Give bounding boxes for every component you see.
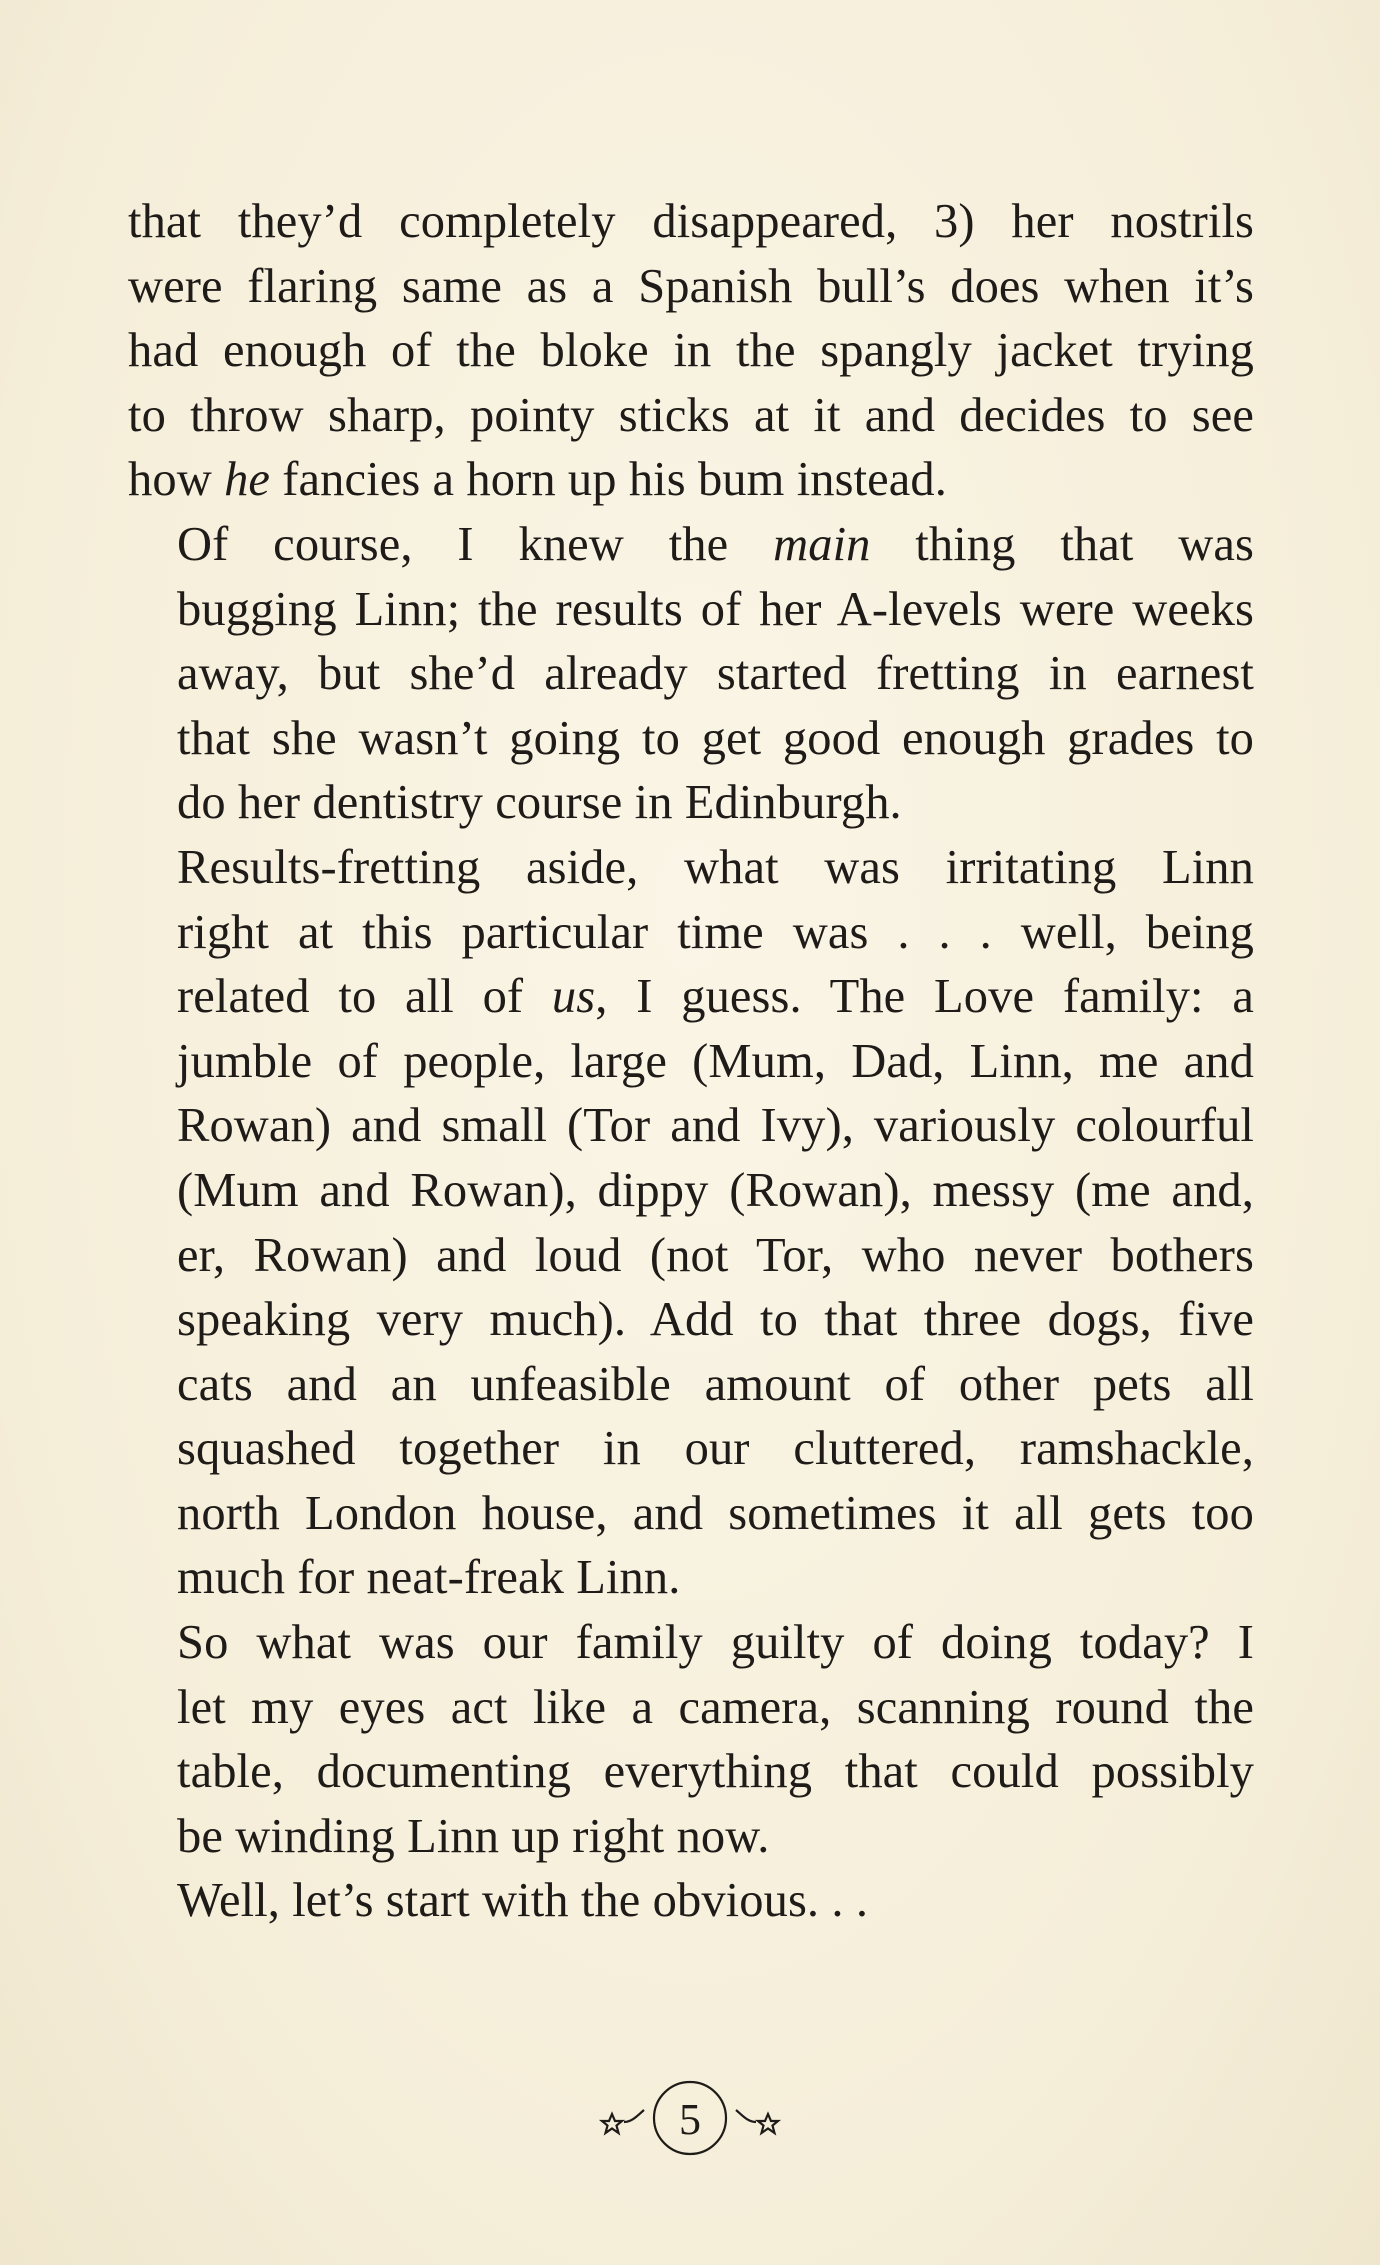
- text-line: north London house, and sometimes it all gets too: [177, 1486, 1254, 1540]
- text-line: that they’d completely disappeared, 3) her nostrils: [128, 195, 1254, 248]
- text-line: much for neat-freak Linn.: [177, 1551, 681, 1605]
- paragraph: [128, 836, 1254, 1611]
- text-line: Of course, I knew the main thing that was: [177, 517, 1254, 571]
- text-line: Results-fretting aside, what was irritating Linn: [177, 840, 1254, 894]
- text-line: er, Rowan) and loud (not Tor, who never bothers: [177, 1228, 1254, 1282]
- right-bracket: [736, 2110, 756, 2122]
- text-line: related to all of us, I guess. The Love family: a: [177, 970, 1254, 1024]
- text-line: Rowan) and small (Tor and Ivy), variously colourful: [177, 1099, 1254, 1153]
- text-line: do her dentistry course in Edinburgh.: [177, 776, 902, 830]
- right-star-icon: [758, 2114, 778, 2133]
- emphasis: he: [224, 453, 271, 507]
- text-line: away, but she’d already started fretting in earnest: [177, 647, 1254, 701]
- text-line: right at this particular time was . . . well, being: [177, 905, 1254, 959]
- text-line: were flaring same as a Spanish bull’s does when it’s: [128, 259, 1254, 313]
- left-bracket: [624, 2110, 644, 2122]
- text-line: jumble of people, large (Mum, Dad, Linn, me and: [177, 1034, 1254, 1088]
- paragraph: [128, 1611, 1254, 1869]
- text-line: Well, let’s start with the obvious. . .: [177, 1874, 869, 1928]
- text-line: had enough of the bloke in the spangly jacket trying: [128, 324, 1254, 378]
- text-line: speaking very much). Add to that three dogs, five: [177, 1293, 1254, 1347]
- text-line: table, documenting everything that could possibly: [177, 1745, 1254, 1799]
- text-line: cats and an unfeasible amount of other pets all: [177, 1357, 1254, 1411]
- text-line: So what was our family guilty of doing today? I: [177, 1616, 1254, 1670]
- page-number: 5: [679, 2095, 701, 2144]
- text-line: to throw sharp, pointy sticks at it and decides to see: [128, 388, 1254, 442]
- text-line: bugging Linn; the results of her A-levels were weeks: [177, 582, 1254, 636]
- text-line: let my eyes act like a camera, scanning round the: [177, 1680, 1254, 1734]
- paragraph: [128, 190, 1254, 513]
- body-text: [128, 190, 1254, 1934]
- emphasis: main: [773, 517, 871, 571]
- emphasis: us: [551, 970, 596, 1024]
- text-line: how he fancies a horn up his bum instead.: [128, 453, 948, 507]
- text-line: be winding Linn up right now.: [177, 1809, 770, 1863]
- page-footer: [0, 2080, 1380, 2160]
- paragraph: [128, 1869, 1254, 1934]
- left-star-icon: [602, 2114, 622, 2133]
- text-line: that she wasn’t going to get good enough grades to: [177, 711, 1254, 765]
- text-line: squashed together in our cluttered, ramshackle,: [177, 1422, 1254, 1476]
- text-line: (Mum and Rowan), dippy (Rowan), messy (me and,: [177, 1163, 1254, 1217]
- paragraph: [128, 513, 1254, 836]
